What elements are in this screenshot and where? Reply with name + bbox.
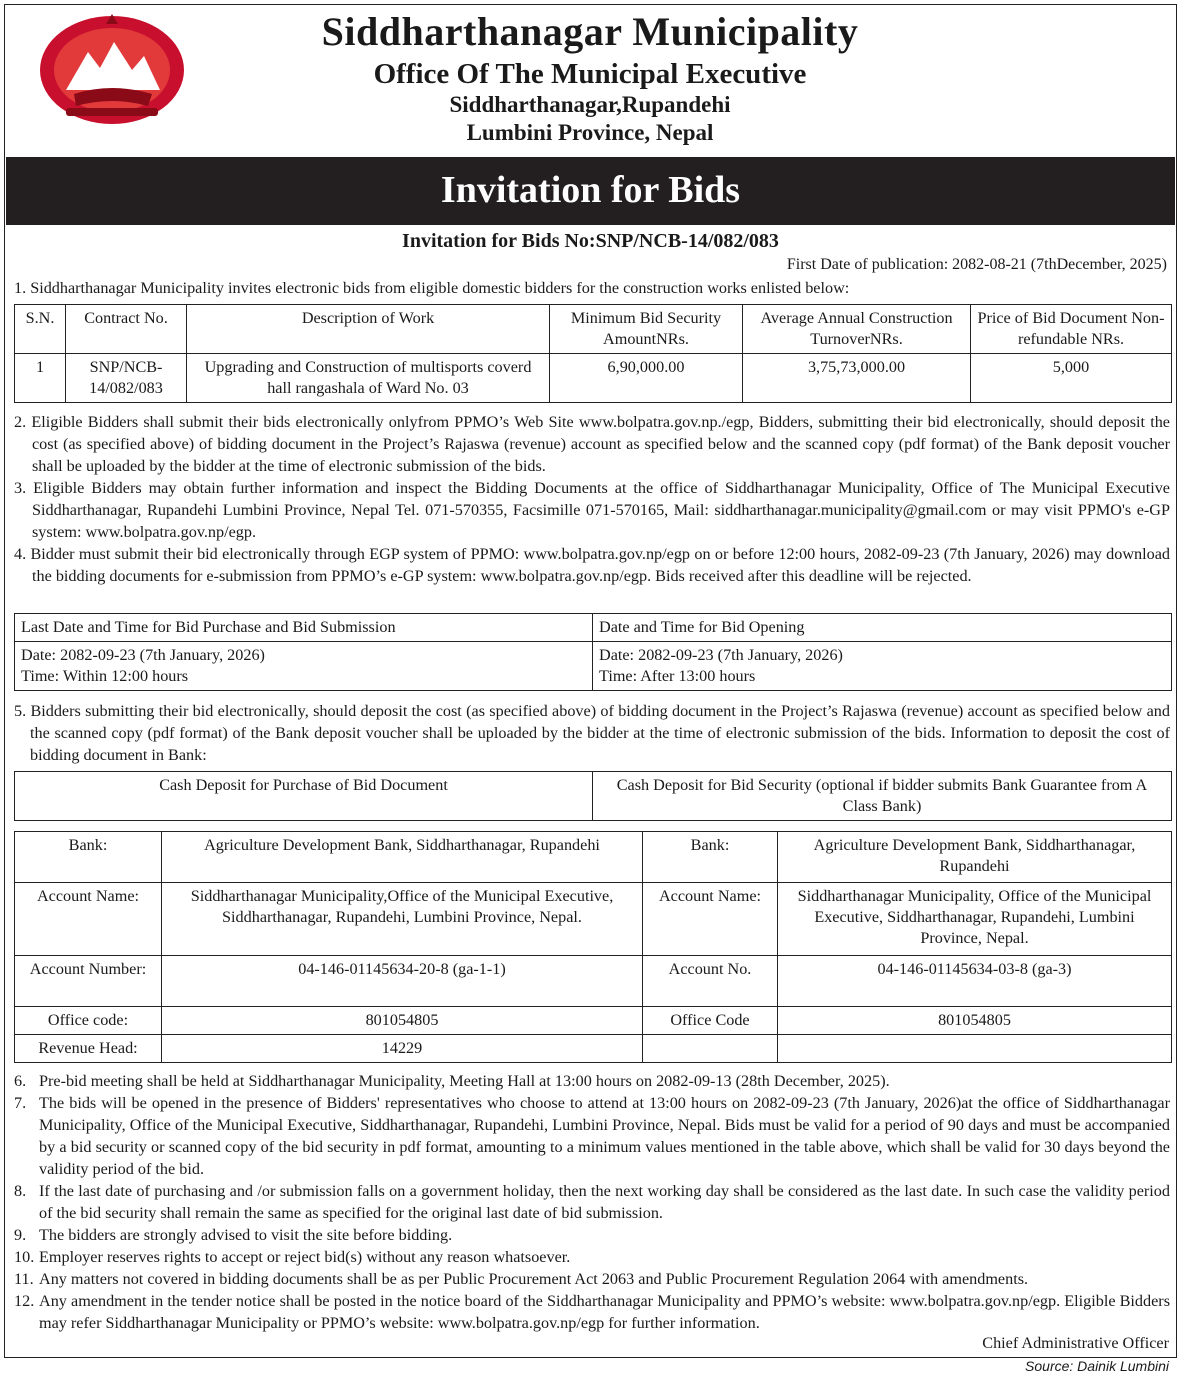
- opening-header: Date and Time for Bid Opening: [593, 614, 1172, 642]
- value-office-code-right: 801054805: [778, 1007, 1172, 1035]
- cell-bid-security: 6,90,000.00: [550, 354, 743, 403]
- table-row: [15, 1035, 1172, 1063]
- item-text: Employer reserves rights to accept or reject bid(s) without any reason whatsoever.: [39, 1248, 571, 1266]
- dates-table: [14, 613, 1172, 691]
- submission-deadline-header: Last Date and Time for Bid Purchase and Bid Submission: [15, 614, 593, 642]
- table-row: [15, 354, 1172, 403]
- deposit-header-document: Cash Deposit for Purchase of Bid Document: [15, 772, 593, 821]
- paragraph-3: 3. Eligible Bidders may obtain further information and inspect the Bidding Documents at the office of Siddharthanagar Municipality, Office of The Municipal Executive Siddharthanagar, Rupandehi Lumbini Province, Nepal Tel. 071-570355, Facsimille 071-570165, Mail: siddharthanagar.municipality@gmail.com or may visit PPMO's e-GP system: www.bolpatra.gov.np/egp.: [14, 479, 1170, 541]
- label-bank-right: Bank:: [643, 832, 778, 883]
- deposit-headers-table: [14, 771, 1172, 821]
- office-name: Office Of The Municipal Executive: [373, 58, 807, 90]
- value-account-name-right: Siddharthanagar Municipality, Office of the Municipal Executive, Siddharthanagar, Rupandehi, Lumbini Province, Nepal.: [778, 883, 1172, 956]
- label-account-number-right: Account No.: [643, 956, 778, 1007]
- submission-date: Date: 2082-09-23 (7th January, 2026): [21, 646, 265, 664]
- label-office-code-left: Office code:: [15, 1007, 162, 1035]
- list-item: [14, 1246, 1170, 1268]
- source-credit: Source: Dainik Lumbini: [1025, 1358, 1169, 1374]
- item-number: 12.: [14, 1292, 35, 1310]
- cell-turnover: 3,75,73,000.00: [743, 354, 971, 403]
- nepal-emblem-logo: [36, 12, 188, 126]
- item-text: Any matters not covered in bidding documents shall be as per Public Procurement Act 2063 and Public Procurement Regulation 2064 with amendments.: [39, 1270, 1029, 1288]
- item-text: Pre-bid meeting shall be held at Siddharthanagar Municipality, Meeting Hall at 13:00 hours on 2082-09-13 (28th December, 2025).: [39, 1072, 890, 1090]
- table-row: [15, 832, 1172, 883]
- label-office-code-right: Office Code: [643, 1007, 778, 1035]
- cell-contract: SNP/NCB-14/082/083: [66, 354, 187, 403]
- item-text: The bidders are strongly advised to visit the site before bidding.: [39, 1226, 453, 1244]
- item-number: 9.: [14, 1226, 27, 1244]
- list-item: [14, 1092, 1170, 1180]
- col-header-contract: Contract No.: [66, 305, 187, 354]
- table-row: [15, 1007, 1172, 1035]
- value-account-number-right: 04-146-01145634-03-8 (ga-3): [778, 956, 1172, 1007]
- value-bank-left: Agriculture Development Bank, Siddharthanagar, Rupandehi: [162, 832, 643, 883]
- col-header-doc-price: Price of Bid Document Non-refundable NRs.: [971, 305, 1172, 354]
- empty-cell: [778, 1035, 1172, 1063]
- paragraph-5: 5. Bidders submitting their bid electronically, should deposit the cost (as specified above) of bidding document in the Project’s Rajaswa (revenue) account as specified below and the scanned copy (pdf format) of the Bank deposit voucher shall be uploaded by the bidder at the time of electronic submission of the bids. Information to deposit the cost of bidding document in Bank:: [14, 702, 1170, 764]
- deposit-header-security: Cash Deposit for Bid Security (optional if bidder submits Bank Guarantee from A Class Bank): [593, 772, 1172, 821]
- label-account-name-left: Account Name:: [15, 883, 162, 956]
- item-text: Any amendment in the tender notice shall be posted in the notice board of the Siddharthanagar Municipality and PPMO’s website: www.bolpatra.gov.np/egp. Eligible Bidders may refer Siddharthanagar Municipality or PPMO’s website: www.bolpatra.gov.np/egp for further information.: [39, 1292, 1170, 1332]
- bid-number: Invitation for Bids No:SNP/NCB-14/082/083: [402, 230, 779, 252]
- col-header-bid-security: Minimum Bid Security AmountNRs.: [550, 305, 743, 354]
- list-item: [14, 1070, 1170, 1092]
- col-header-sn: S.N.: [15, 305, 66, 354]
- col-header-description: Description of Work: [187, 305, 550, 354]
- value-bank-right: Agriculture Development Bank, Siddharthanagar, Rupandehi: [778, 832, 1172, 883]
- works-table: [14, 304, 1172, 403]
- list-item: [14, 1290, 1170, 1334]
- org-name: Siddharthanagar Municipality: [321, 9, 859, 54]
- paragraph-4: 4. Bidder must submit their bid electronically through EGP system of PPMO: www.bolpatra.gov.np/egp on or before 12:00 hours, 2082-09-23 (7th January, 2026) may download the bidding documents for e-submission from PPMO’s e-GP system: www.bolpatra.gov.np/egp. Bids received after this deadline will be rejected.: [14, 545, 1170, 585]
- cell-description: Upgrading and Construction of multisports coverd hall rangashala of Ward No. 03: [187, 354, 550, 403]
- signature: Chief Administrative Officer: [982, 1334, 1169, 1352]
- label-account-name-right: Account Name:: [643, 883, 778, 956]
- col-header-turnover: Average Annual Construction TurnoverNRs.: [743, 305, 971, 354]
- label-revenue-head: Revenue Head:: [15, 1035, 162, 1063]
- submission-time: Time: Within 12:00 hours: [21, 667, 189, 685]
- value-account-number-left: 04-146-01145634-20-8 (ga-1-1): [162, 956, 643, 1007]
- paragraph-2: 2. Eligible Bidders shall submit their bids electronically onlyfrom PPMO’s Web Site www.bolpatra.gov.np./egp, Bidders, submitting their bid electronically, should deposit the cost (as specified above) of bidding document in the Project’s Rajaswa (revenue) account as specified below and the scanned copy (pdf format) of the Bank deposit voucher shall be uploaded by the bidder at the time of electronic submission of the bids.: [14, 413, 1170, 475]
- item-number: 10.: [14, 1248, 35, 1266]
- opening-time: Time: After 13:00 hours: [599, 667, 756, 685]
- paragraph-1: 1. Siddharthanagar Municipality invites electronic bids from eligible domestic bidders for the construction works enlisted below:: [14, 279, 850, 297]
- item-text: If the last date of purchasing and /or submission falls on a government holiday, then the next working day shall be considered as the last date. In such case the validity period of the bid security shall remain the same as specified for the original last date of bid submission.: [39, 1182, 1170, 1222]
- address-line-2: Lumbini Province, Nepal: [466, 120, 714, 145]
- empty-cell: [643, 1035, 778, 1063]
- banner-title: Invitation for Bids: [6, 157, 1175, 225]
- list-item: [14, 1268, 1170, 1290]
- label-account-number-left: Account Number:: [15, 956, 162, 1007]
- cell-sn: 1: [15, 354, 66, 403]
- table-row: [15, 956, 1172, 1007]
- value-account-name-left: Siddharthanagar Municipality,Office of the Municipal Executive, Siddharthanagar, Rupandehi, Lumbini Province, Nepal.: [162, 883, 643, 956]
- label-bank-left: Bank:: [15, 832, 162, 883]
- value-revenue-head: 14229: [162, 1035, 643, 1063]
- value-office-code-left: 801054805: [162, 1007, 643, 1035]
- numbered-list: [14, 1070, 1170, 1334]
- item-number: 8.: [14, 1182, 27, 1200]
- cell-doc-price: 5,000: [971, 354, 1172, 403]
- list-item: [14, 1180, 1170, 1224]
- item-number: 7.: [14, 1094, 27, 1112]
- list-item: [14, 1224, 1170, 1246]
- publication-date: First Date of publication: 2082-08-21 (7thDecember, 2025): [786, 256, 1167, 273]
- bank-details-table: [14, 831, 1172, 1063]
- item-number: 11.: [14, 1270, 34, 1288]
- table-row: [15, 883, 1172, 956]
- address-line-1: Siddharthanagar,Rupandehi: [449, 92, 731, 117]
- item-number: 6.: [14, 1072, 27, 1090]
- opening-date: Date: 2082-09-23 (7th January, 2026): [599, 646, 843, 664]
- item-text: The bids will be opened in the presence of Bidders' representatives who choose to attend at 13:00 hours on 2082-09-23 (7th January, 2026)at the office of Siddharthanagar Municipality, Office of the Municipal Executive, Siddharthanagar, Rupandehi, Lumbini Province, Nepal. Bids must be valid for a period of 90 days and must be accompanied by a bid security or scanned copy of the bid security in pdf format, amounting to a minimum values mentioned in the table above, which shall be valid for 30 days beyond the validity period of the bid.: [39, 1094, 1170, 1178]
